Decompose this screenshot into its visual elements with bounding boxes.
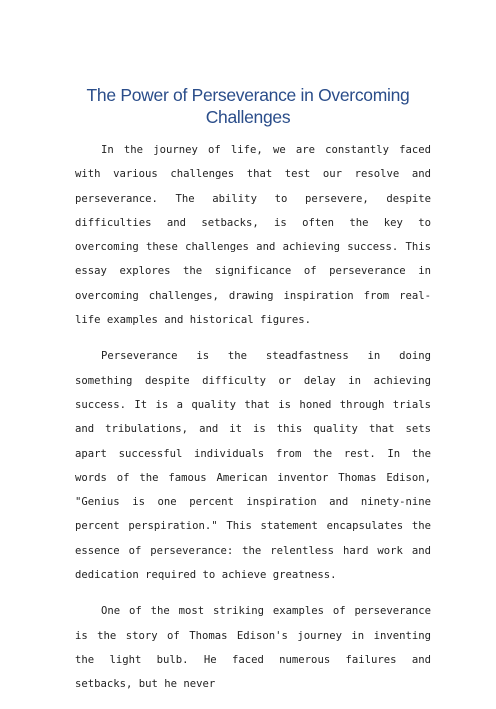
paragraph-1: In the journey of life, we are constantly faced with various challenges that test our resolve and perseverance. The ability to persevere, despite difficulties and setbacks, is often the key to overcoming these challenges and achieving success. This essay explores the significance of perseverance in overcoming challenges, drawing inspiration from real-life examples and historical figures. <box>75 144 431 327</box>
paragraph-3: One of the most striking examples of perseverance is the story of Thomas Edison's journey in inventing the light bulb. He faced numerous failures and setbacks, but he never <box>75 605 431 691</box>
document-body <box>75 138 431 709</box>
paragraph-2: Perseverance is the steadfastness in doing something despite difficulty or delay in achieving success. It is a quality that is honed through trials and tribulations, and it is this quality that sets apart successful individuals from the rest. In the words of the famous American inventor Thomas Edison, "Genius is one percent inspiration and ninety-nine percent perspiration." This statement encapsulates the essence of perseverance: the relentless hard work and dedication required to achieve greatness. <box>75 350 431 582</box>
document-title: The Power of Perseverance in Overcoming Challenges <box>86 85 410 127</box>
